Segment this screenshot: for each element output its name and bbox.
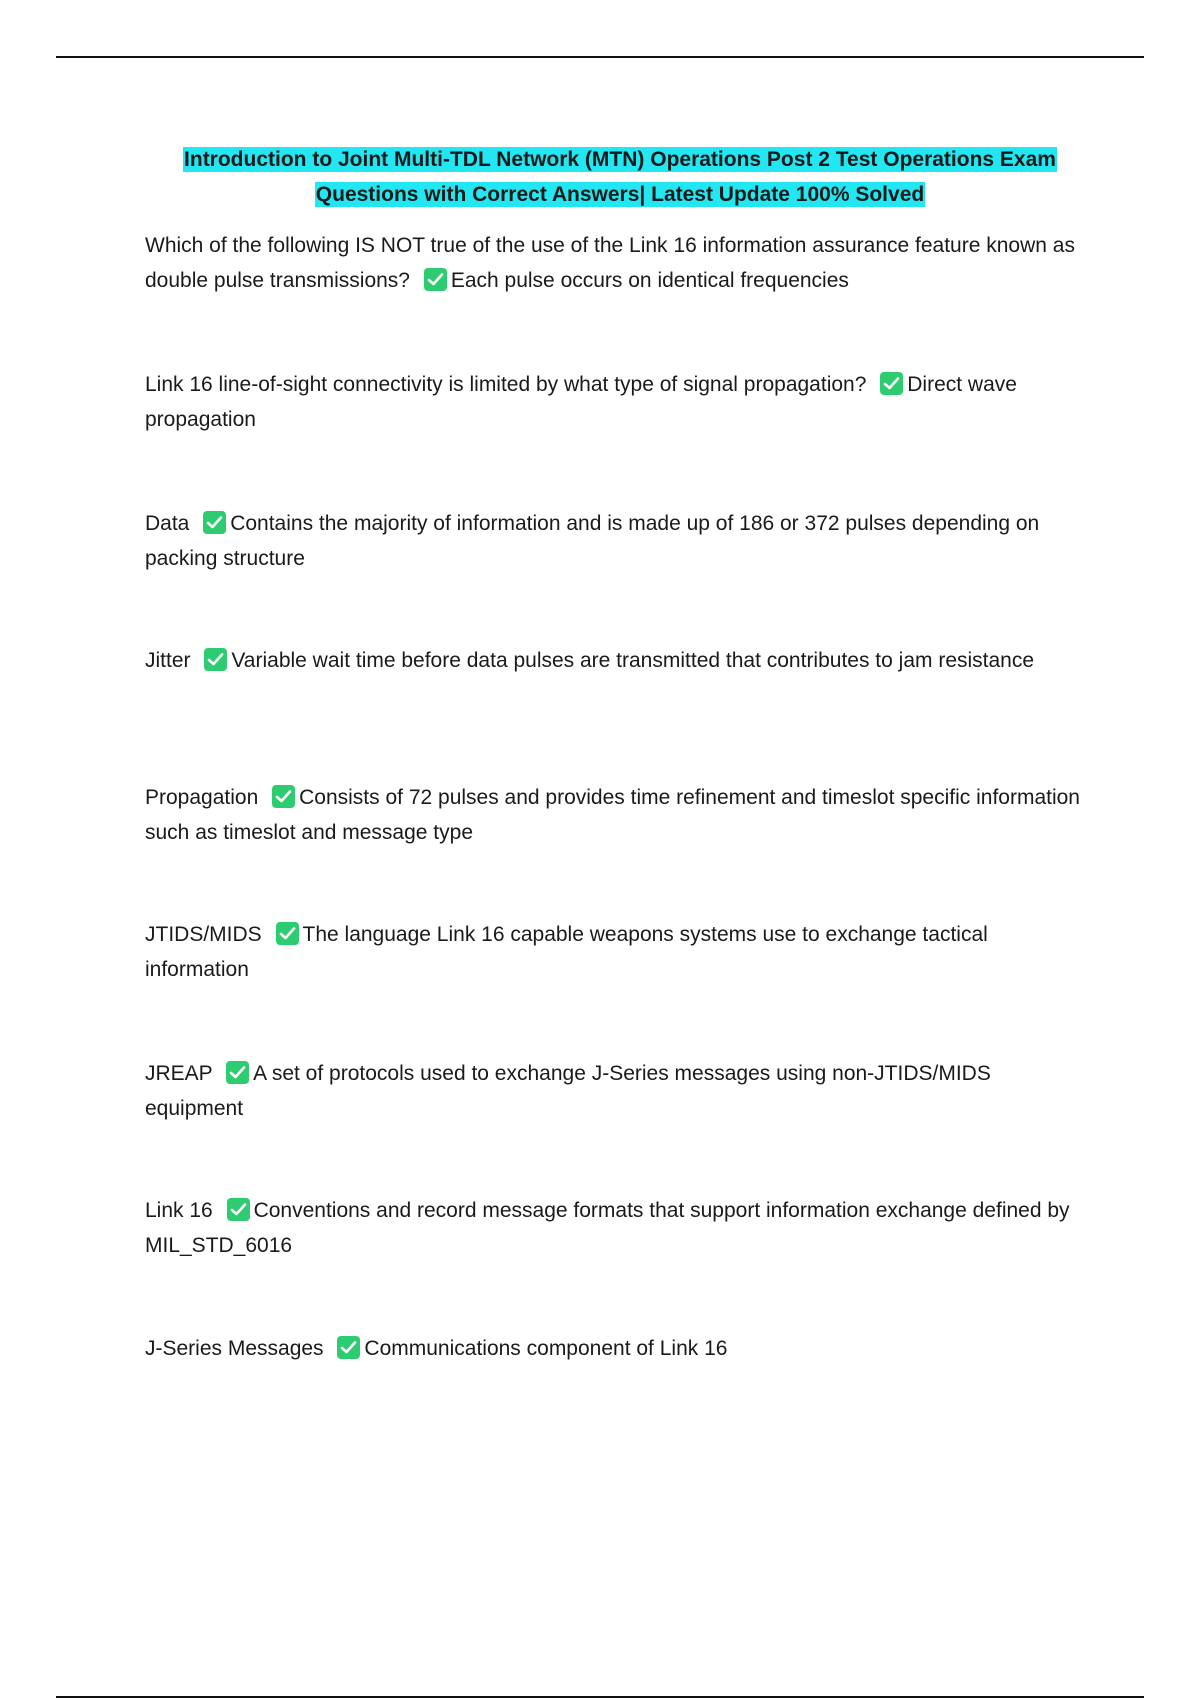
check-icon	[880, 372, 903, 395]
answer-text: Each pulse occurs on identical frequencies	[450, 269, 849, 292]
qa-item	[145, 780, 1085, 850]
check-icon	[424, 268, 447, 291]
answer-text: Communications component of Link 16	[364, 1337, 728, 1360]
qa-item	[145, 643, 1085, 678]
qa-item	[145, 1331, 1085, 1366]
question-text: Which of the following IS NOT true of the use of the Link 16 information assurance feature known as double pulse transmissions?	[145, 234, 1075, 292]
document-title	[130, 142, 1110, 212]
check-icon	[276, 922, 299, 945]
check-icon	[337, 1336, 360, 1359]
answer-text: A set of protocols used to exchange J-Series messages using non-JTIDS/MIDS equipment	[145, 1062, 991, 1120]
qa-item	[145, 506, 1085, 576]
question-text: Link 16 line-of-sight connectivity is limited by what type of signal propagation?	[145, 373, 867, 396]
footer-rule	[56, 1696, 1144, 1698]
answer-text: Conventions and record message formats that support information exchange defined by MIL_STD_6016	[145, 1199, 1070, 1257]
qa-item	[145, 367, 1085, 437]
answer-text: Direct wave propagation	[145, 373, 1017, 431]
qa-item	[145, 1056, 1085, 1126]
answer-text: Contains the majority of information and is made up of 186 or 372 pulses depending on packing structure	[145, 512, 1040, 570]
check-icon	[203, 511, 226, 534]
question-text: J-Series Messages	[145, 1337, 324, 1360]
check-icon	[272, 785, 295, 808]
qa-item	[145, 917, 1085, 987]
check-icon	[226, 1061, 249, 1084]
answer-text: Consists of 72 pulses and provides time refinement and timeslot specific information such as timeslot and message type	[145, 786, 1080, 844]
answer-text: Variable wait time before data pulses are transmitted that contributes to jam resistance	[231, 649, 1035, 672]
question-text: JTIDS/MIDS	[145, 923, 262, 946]
question-text: JREAP	[145, 1062, 213, 1085]
header-rule	[56, 56, 1144, 58]
question-text: Data	[145, 512, 190, 535]
question-text: Jitter	[145, 649, 191, 672]
title-line-2: Questions with Correct Answers| Latest Update 100% Solved	[315, 183, 925, 206]
qa-item	[145, 228, 1085, 298]
qa-item	[145, 1193, 1085, 1263]
answer-text: The language Link 16 capable weapons systems use to exchange tactical information	[145, 923, 988, 981]
title-line-1: Introduction to Joint Multi-TDL Network (MTN) Operations Post 2 Test Operations Exam	[184, 148, 1056, 171]
question-text: Link 16	[145, 1199, 213, 1222]
check-icon	[204, 648, 227, 671]
question-text: Propagation	[145, 786, 259, 809]
check-icon	[227, 1198, 250, 1221]
